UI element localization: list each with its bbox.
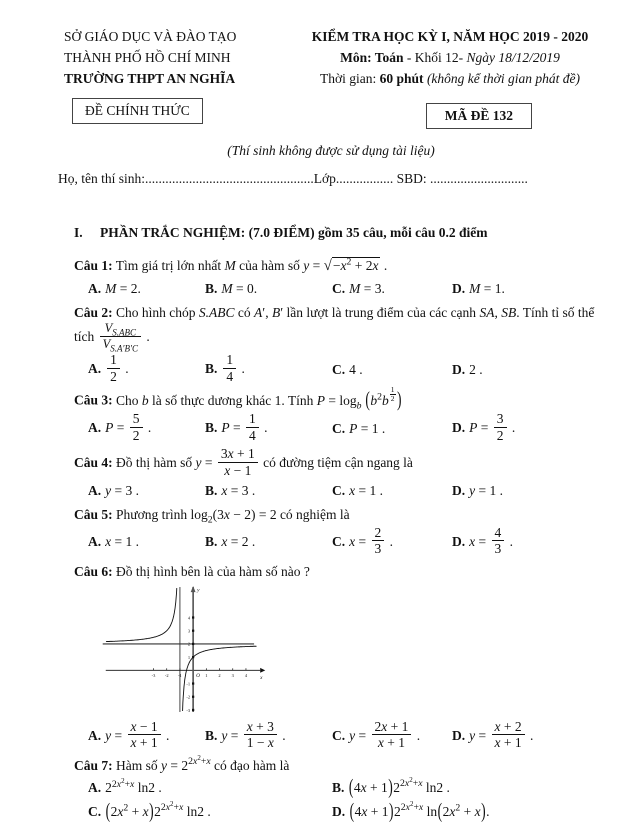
option-d: D. $(4x + 1)2^{2x^2+x}$ $\ln(2x^2 + x)$. — [332, 798, 490, 823]
option-a: A. M = 2. — [88, 281, 141, 297]
svg-text:4: 4 — [244, 673, 248, 679]
page-header — [64, 26, 598, 129]
school-line: TRƯỜNG THPT AN NGHĨA — [64, 71, 236, 86]
option-d: D. P = $\frac{3}{2}$ . — [452, 411, 516, 443]
option-c: C. M = 3. — [332, 281, 385, 297]
question-stem: Câu 2: Cho hình chóp S.ABC có A′, B′ lần lượt là trung điểm của các cạnh SA, SB. Tính tỉ số thể tích $V_{S.ABC}$ $V_{S.A'B'C}$ . — [74, 304, 595, 354]
svg-text:3: 3 — [231, 673, 234, 679]
question-label: Câu 6: — [74, 563, 113, 579]
option-b: B. y = $\frac{x + 3}{1 - x}$ . — [205, 718, 286, 751]
school-block — [64, 26, 302, 129]
option-b: B. x = 3 . — [205, 483, 256, 499]
option-b: B. P = $\frac{1}{4}$ . — [205, 411, 268, 443]
question-label: Câu 1: — [74, 258, 113, 273]
option-d: D. y = 1 . — [452, 483, 503, 499]
question-options — [88, 718, 598, 753]
option-d: D. M = 1. — [452, 281, 505, 297]
question-label: Câu 4: — [74, 455, 113, 471]
question-4 — [74, 448, 598, 501]
section-title: PHẦN TRẮC NGHIỆM: (7.0 ĐIỂM) gồm 35 câu, mỗi câu 0.2 điểm — [100, 224, 488, 240]
option-c: C. x = $\frac{2}{3}$ . — [332, 524, 393, 557]
option-d: D. y = $\frac{x + 2}{x + 1}$ . — [452, 718, 534, 751]
question-stem: Câu 7: Hàm số $y = 2^{2x^2+x}$ có đạo hàm là — [74, 754, 290, 773]
question-7 — [74, 756, 598, 823]
graph-figure — [100, 585, 598, 719]
svg-text:O: O — [196, 673, 200, 680]
question-label: Câu 3: — [74, 392, 113, 408]
question-options — [88, 481, 598, 501]
option-a: A. $\frac{1}{2}$ . — [88, 352, 129, 384]
option-b: B. $(4x + 1)2^{2x^2+x}$ ln2 . — [332, 774, 450, 799]
question-options — [88, 279, 598, 299]
questions-area — [74, 255, 598, 823]
option-d: D. x = $\frac{4}{3}$ . — [452, 524, 513, 557]
question-1 — [74, 255, 598, 300]
exam-code-box: MÃ ĐỀ 132 — [426, 103, 532, 129]
svg-text:4: 4 — [187, 615, 191, 621]
section-heading — [74, 223, 598, 243]
student-info-line: Họ, tên thí sinh:..................................................Lớp................. SBD: ............................. — [58, 170, 528, 186]
svg-text:1: 1 — [187, 655, 191, 661]
option-d: D. 2 . — [452, 362, 483, 378]
question-options — [88, 413, 598, 445]
option-c: C. P = 1 . — [332, 421, 386, 437]
question-options — [88, 524, 598, 559]
option-a: A. P = $\frac{5}{2}$ . — [88, 411, 152, 443]
option-a: A. $2^{2x^2+x}$ ln2 . — [88, 776, 162, 796]
question-stem: Câu 6: Đồ thị hình bên là của hàm số nào ? — [74, 563, 310, 579]
svg-text:-1: -1 — [186, 681, 191, 687]
option-c: C. y = $\frac{2x + 1}{x + 1}$ . — [332, 718, 421, 751]
svg-text:-2: -2 — [186, 695, 191, 701]
option-a: A. x = 1 . — [88, 534, 139, 550]
exam-info-block — [302, 26, 598, 129]
question-stem: Câu 3: Cho b là số thực dương khác 1. Tính $P = \log_b (b^2b$ $^{\frac{1}{2}}$ ) — [74, 385, 402, 412]
question-3 — [74, 385, 598, 445]
svg-text:1: 1 — [205, 673, 208, 679]
no-materials-notice: (Thí sinh không được sử dụng tài liệu) — [227, 143, 435, 159]
option-c: C. x = 1 . — [332, 483, 383, 499]
question-label: Câu 2: — [74, 304, 113, 320]
option-b: B. x = 2 . — [205, 534, 256, 550]
svg-text:-1: -1 — [178, 673, 182, 679]
option-c: C. $(2x^2 + x)2^{2x^2+x}$ ln2 . — [88, 798, 211, 823]
svg-text:-3: -3 — [186, 708, 191, 714]
question-label: Câu 7: — [74, 757, 113, 773]
question-5 — [74, 505, 598, 559]
svg-text:y: y — [197, 588, 200, 595]
question-stem: Câu 1: Tìm giá trị lớn nhất M của hàm số $y = √-x^2 + 2x$ . — [74, 256, 388, 274]
question-stem: Câu 5: Phương trình $\log_2(3x - 2) = 2$ có nghiệm là — [74, 506, 350, 526]
option-a: A. y = 3 . — [88, 483, 139, 499]
exam-subject-line: Môn: Toán - Khối 12- Ngày 18/12/2019 — [340, 50, 560, 65]
exam-title: KIỂM TRA HỌC KỲ I, NĂM HỌC 2019 - 2020 — [311, 29, 589, 44]
question-stem: Câu 4: Đồ thị hàm số y = $\frac{3x + 1}{x - 1}$ có đường tiệm cận ngang là — [74, 446, 413, 478]
option-b: B. $\frac{1}{4}$ . — [205, 352, 245, 384]
svg-text:-3: -3 — [151, 673, 156, 679]
question-2 — [74, 303, 598, 387]
question-label: Câu 5: — [74, 506, 113, 522]
option-c: C. 4 . — [332, 362, 363, 378]
question-6 — [74, 562, 598, 753]
svg-text:2: 2 — [218, 673, 221, 679]
option-b: B. M = 0. — [205, 281, 258, 297]
question-options — [88, 774, 598, 823]
svg-text:-2: -2 — [164, 673, 169, 679]
svg-text:2: 2 — [187, 642, 191, 648]
svg-text:3: 3 — [187, 629, 191, 635]
svg-text:x: x — [260, 675, 263, 682]
official-exam-box: ĐỀ CHÍNH THỨC — [72, 98, 203, 124]
option-a: A. y = $\frac{x - 1}{x + 1}$ . — [88, 718, 170, 751]
section-numeral: I. — [74, 224, 83, 240]
question-options — [88, 354, 598, 386]
city-line: THÀNH PHỐ HỒ CHÍ MINH — [64, 50, 231, 65]
exam-time-line: Thời gian: 60 phút (không kể thời gian phát đề) — [320, 71, 580, 86]
function-graph — [100, 585, 270, 713]
department-line: SỞ GIÁO DỤC VÀ ĐÀO TẠO — [64, 29, 237, 44]
